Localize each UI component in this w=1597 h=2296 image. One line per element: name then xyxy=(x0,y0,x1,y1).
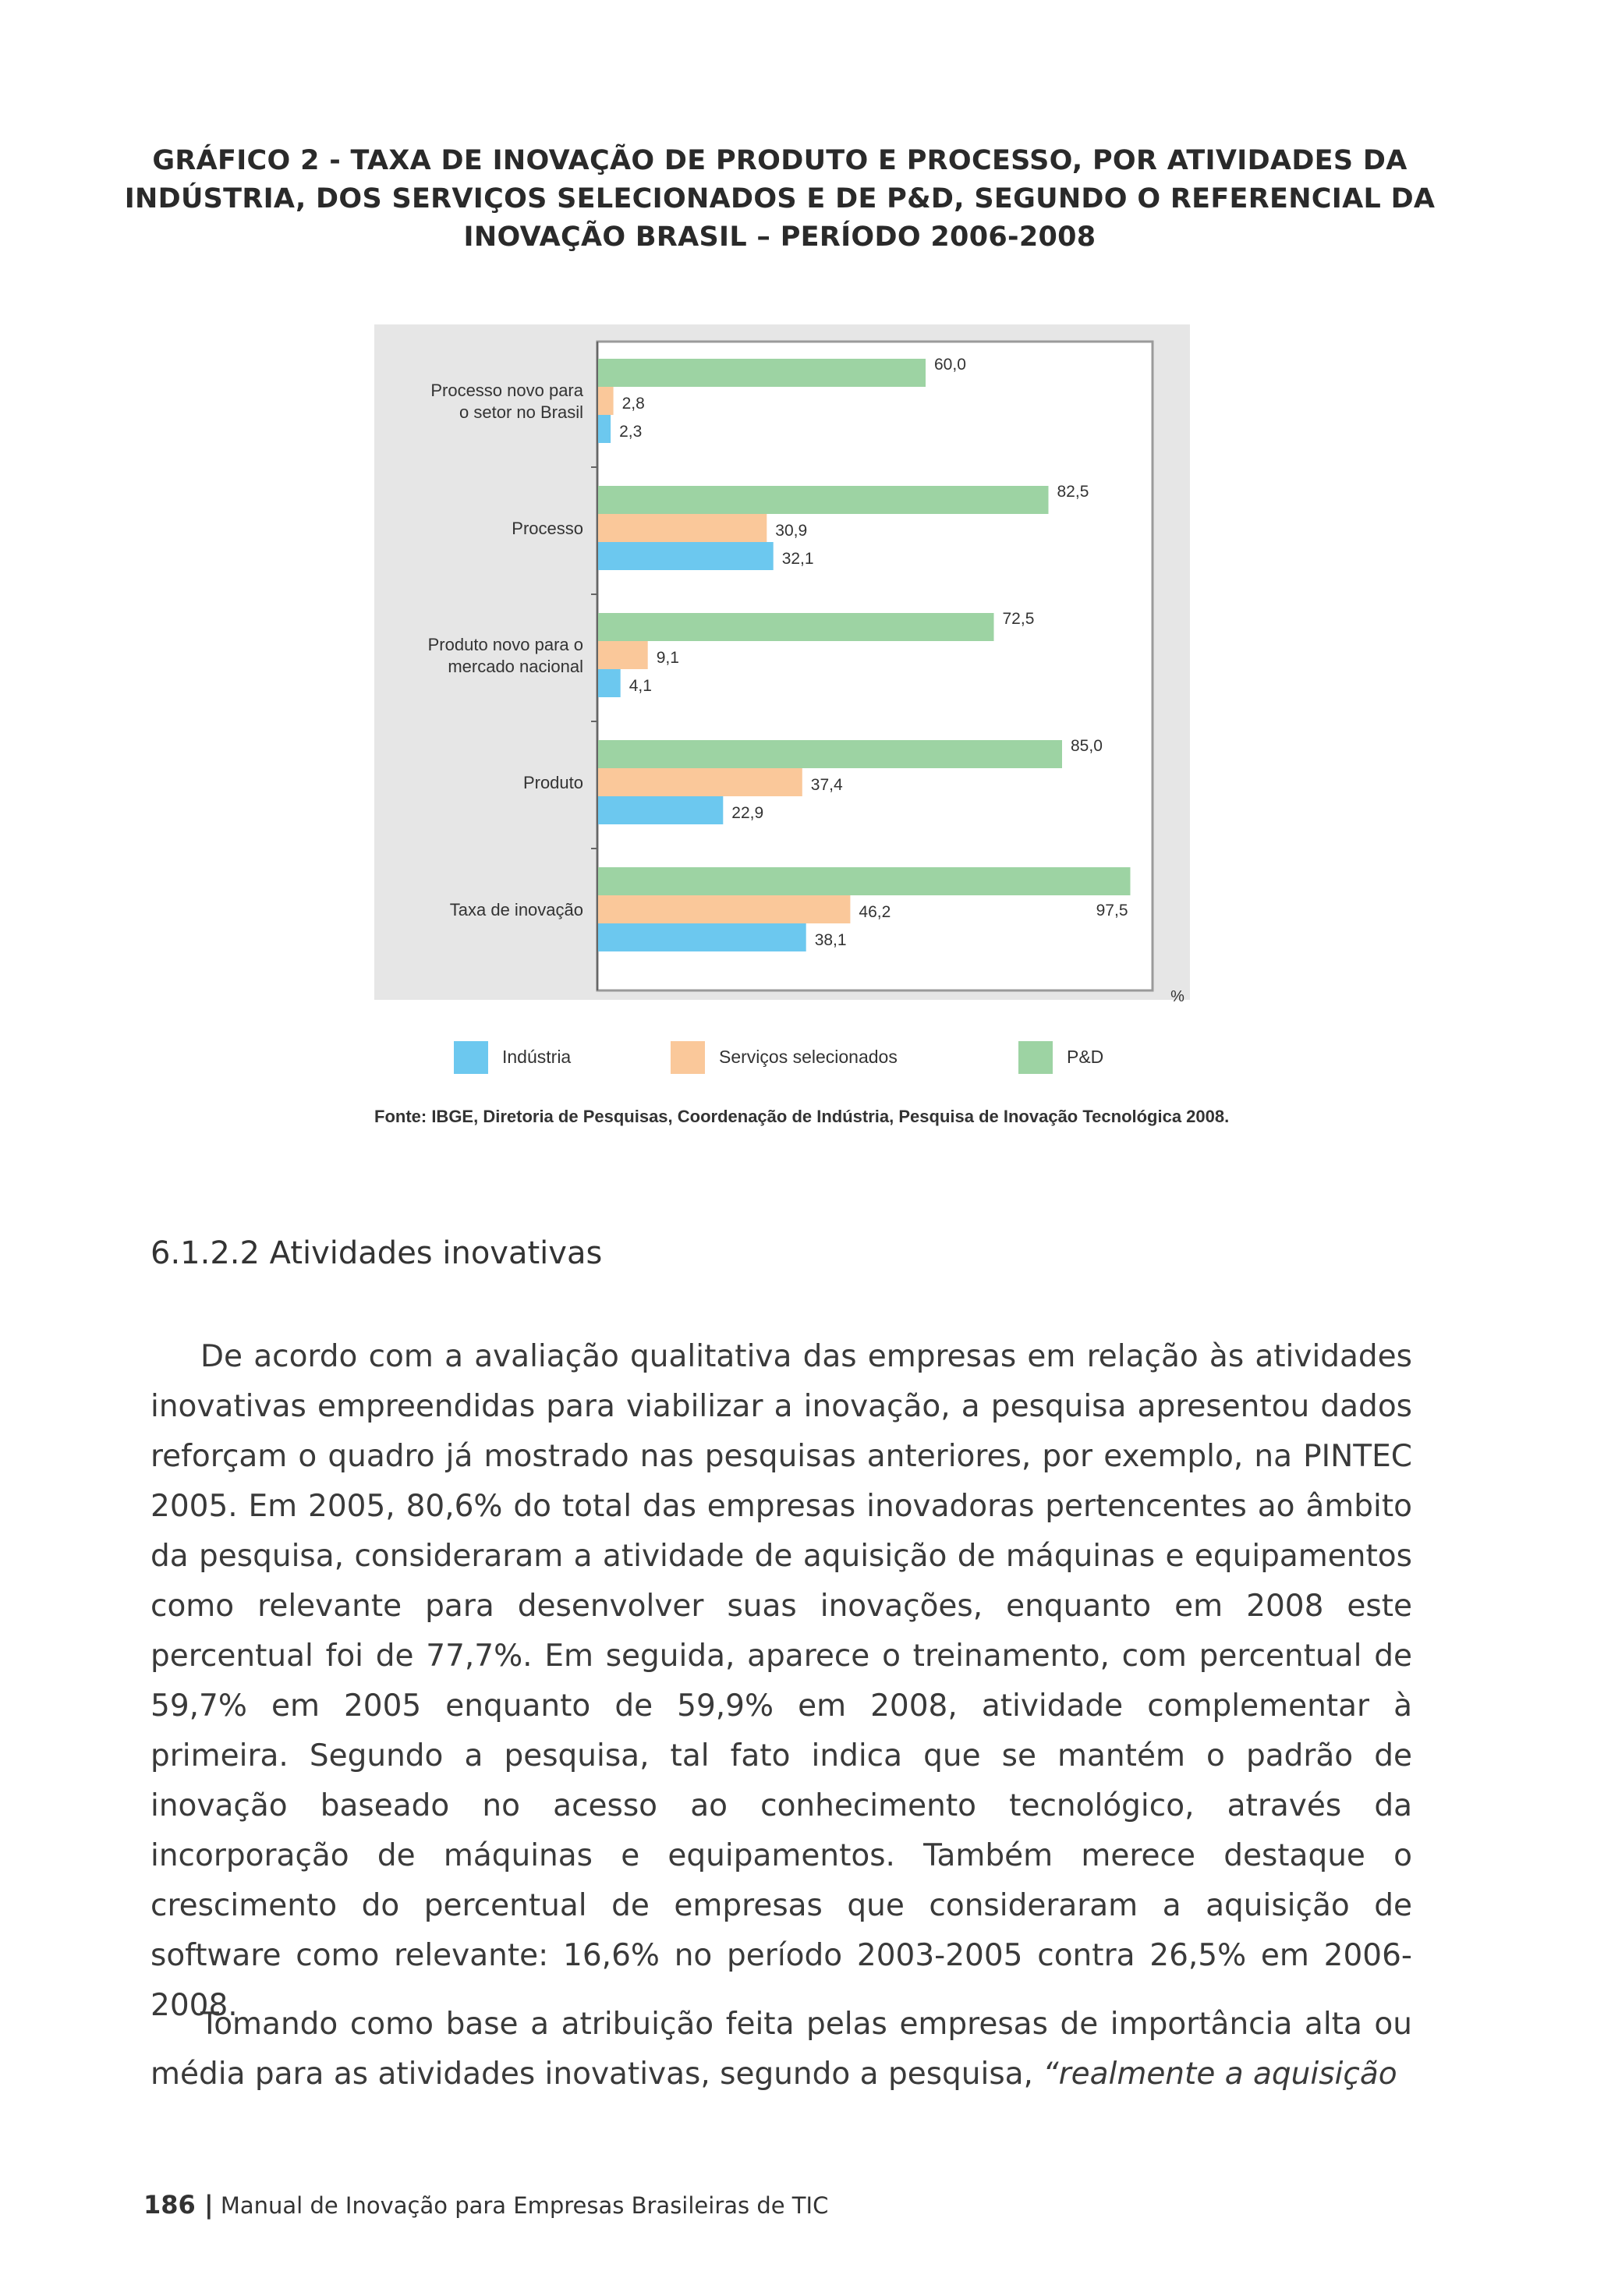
bar xyxy=(598,923,806,951)
legend-swatch xyxy=(1018,1041,1053,1074)
data-label: 72,5 xyxy=(1002,610,1035,628)
data-label: 60,0 xyxy=(934,356,966,374)
data-label: 97,5 xyxy=(1096,902,1128,919)
bar xyxy=(598,895,850,923)
bar xyxy=(598,613,994,641)
category-label: Processo novo para xyxy=(430,381,583,400)
data-label: 38,1 xyxy=(814,931,847,949)
legend-swatch xyxy=(671,1041,705,1074)
bar xyxy=(598,768,802,796)
bar xyxy=(598,486,1049,514)
body-paragraph xyxy=(150,2000,1412,2099)
category-label: Taxa de inovação xyxy=(449,900,583,919)
legend-label: P&D xyxy=(1067,1047,1104,1067)
legend-label: Serviços selecionados xyxy=(719,1047,898,1067)
data-label: 4,1 xyxy=(629,677,652,695)
data-label: 9,1 xyxy=(656,649,679,667)
category-label: Produto novo para o xyxy=(427,635,583,654)
bar xyxy=(598,415,611,443)
bar xyxy=(598,514,767,542)
quoted-text: “realmente a aquisição xyxy=(1043,2057,1397,2092)
bar xyxy=(598,542,774,570)
data-label: 37,4 xyxy=(810,776,843,794)
data-label: 46,2 xyxy=(859,903,891,921)
bar xyxy=(598,669,621,697)
data-label: 85,0 xyxy=(1071,737,1103,755)
category-label: o setor no Brasil xyxy=(459,402,583,422)
legend-label: Indústria xyxy=(502,1047,572,1067)
category-label: Produto xyxy=(522,773,583,792)
category-label: mercado nacional xyxy=(448,657,583,676)
bar xyxy=(598,387,614,415)
bar xyxy=(598,641,648,669)
data-label: 30,9 xyxy=(775,522,808,540)
bar xyxy=(598,359,926,387)
book-title: Manual de Inovação para Empresas Brasileiras de TIC xyxy=(220,2192,829,2219)
paragraph-text: Tomando como base a atribuição feita pelas empresas de importância alta ou média para as atividades inovativas, segundo a pesquisa, xyxy=(150,2007,1412,2092)
data-label: 22,9 xyxy=(731,804,764,822)
data-label: 82,5 xyxy=(1057,483,1089,501)
chart-title: GRÁFICO 2 - TAXA DE INOVAÇÃO DE PRODUTO E PROCESSO, POR ATIVIDADES DA INDÚSTRIA, DOS SERVIÇOS SELECIONADOS E DE P&D, SEGUNDO O REFERENCIAL DA INOVAÇÃO BRASIL – PERÍODO 2006-2008 xyxy=(124,145,1436,253)
page-number: 186 | xyxy=(143,2190,214,2220)
body-paragraph: De acordo com a avaliação qualitativa das empresas em relação às atividades inovativas empreendidas para viabilizar a inovação, a pesquisa apresentou dados reforçam o quadro já mostrado nas pesquisas anteriores, por exemplo, na PINTEC 2005. Em 2005, 80,6% do total das empresas inovadoras pertencentes ao âmbito da pesquisa, consideraram a atividade de aquisição de máquinas e equipamentos como relevante para desenvolver suas inovações, enquanto em 2008 este percentual foi de 77,7%. Em seguida, aparece o treinamento, com percentual de 59,7% em 2005 enquanto de 59,9% em 2008, atividade complementar à primeira. Segundo a pesquisa, tal fato indica que se mantém o padrão de inovação baseado no acesso ao conhecimento tecnológico, através da incorporação de máquinas e equipamentos. Também merece destaque o crescimento do percentual de empresas que consideraram a aquisição de software como relevante: 16,6% no período 2003-2005 contra 26,5% em 2006-2008. xyxy=(150,1339,1412,2023)
unit-label: % xyxy=(1170,988,1184,1005)
bar-chart xyxy=(371,320,1221,1185)
data-label: 32,1 xyxy=(781,550,814,568)
page-footer xyxy=(143,2190,828,2220)
legend-swatch xyxy=(454,1041,488,1074)
chart-source: Fonte: IBGE, Diretoria de Pesquisas, Coordenação de Indústria, Pesquisa de Inovação Tecnológica 2008. xyxy=(374,1107,1230,1126)
section-heading: 6.1.2.2 Atividades inovativas xyxy=(150,1235,603,1271)
data-label: 2,8 xyxy=(621,395,645,413)
bar xyxy=(598,740,1062,768)
bar xyxy=(598,867,1131,895)
category-label: Processo xyxy=(512,519,583,538)
data-label: 2,3 xyxy=(619,423,643,441)
bar xyxy=(598,796,723,824)
